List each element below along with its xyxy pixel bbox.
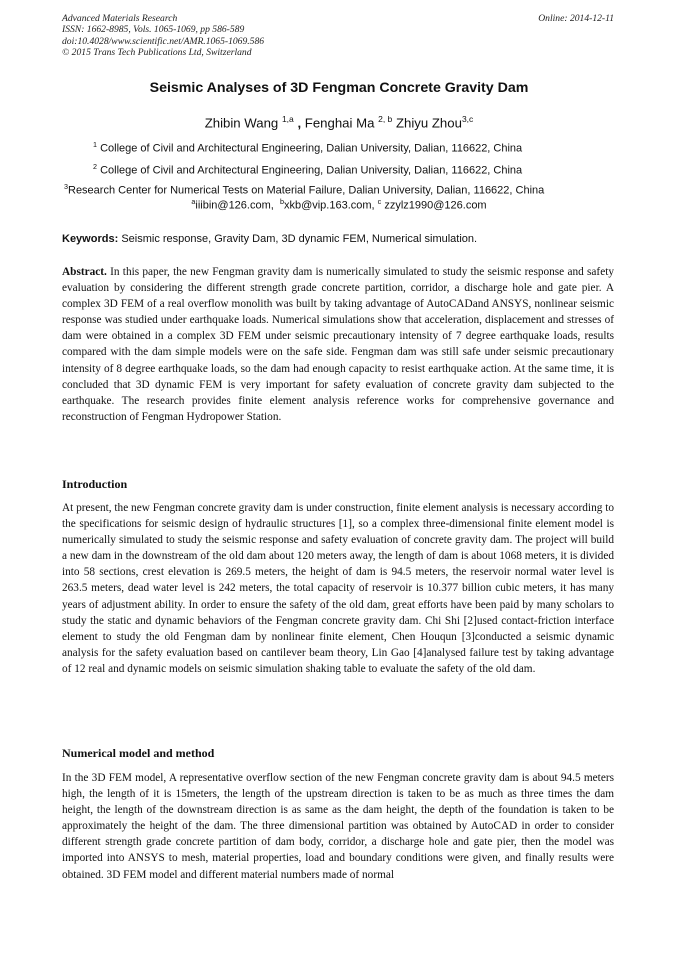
email-address[interactable]: xkb@vip.163.com,: [283, 199, 375, 212]
abstract-label: Abstract.: [62, 266, 107, 278]
page-header: [62, 13, 614, 59]
affiliation-mark: 3: [64, 182, 68, 191]
email-address[interactable]: zzylz1990@126.com: [384, 199, 487, 212]
email-mark: a: [191, 197, 196, 206]
paper-title: Seismic Analyses of 3D Fengman Concrete Gravity Dam: [149, 80, 529, 96]
issn-line: ISSN: 1662-8985, Vols. 1065-1069, pp 586-589: [62, 24, 245, 36]
affiliation-mark: 2: [93, 162, 97, 171]
introduction-text: At present, the new Fengman concrete gravity dam is under construction, finite element analysis is necessary according to the specifications for seismic design of hydraulic structures [1], so a complex three-dimensional finite element model is numerically simulated to study the seismic response and safety evaluation of concrete gravity dam. The project will build a new dam in the downstream of the old dam about 120 meters away, the length of dam is about 1068 meters, it is divided into 58 sections, crest elevation is 269.5 meters, the height of dam is 94.5 meters, the reservoir normal water level is 263.5 meters, dead water level is 242 meters, the total capacity of reservoir is 10.377 billion cubic meters, it has many years of adjustment ability. In order to ensure the safety of the old dam, great efforts have been paid by many scholars to study the static and dynamic behaviors of the Fengman concrete gravity dam. Chi Shi [2]used contact-friction interface element to study the old Fengman dam by nonlinear finite element, Chen Houqun [3]conducted a seismic dynamic analysis for the safety evaluation based on cantilever beam theory, Lin Gao [4]analysed failure test by taking advantage of 12 real and dynamic models on seismic simulation shaking table to evaluate the safety of the old dam.: [62, 502, 614, 675]
author-name: Zhiyu Zhou: [395, 115, 462, 131]
author-separator: ,: [297, 115, 302, 131]
author-list: [0, 114, 678, 130]
author-affiliation-mark: 2, b: [378, 114, 393, 124]
affiliation-1: [93, 140, 522, 155]
keywords-label: Keywords:: [62, 233, 119, 245]
keywords-text: Seismic response, Gravity Dam, 3D dynamic FEM, Numerical simulation.: [121, 233, 478, 245]
affiliation-2: [93, 162, 522, 177]
online-date: Online: 2014-12-11: [538, 13, 614, 24]
affiliation-mark: 1: [93, 140, 97, 149]
author-name: Fenghai Ma: [304, 115, 375, 131]
email-address[interactable]: iiibin@126.com,: [195, 199, 274, 212]
publication-info: [62, 13, 264, 59]
abstract-text: In this paper, the new Fengman gravity dam is numerically simulated to study the seismic response and safety evaluation by considering the different strength grade concrete partition, corridor, a discharge hole and gate pier. A complex 3D FEM of a real overflow monolith was built by taking advantage of AutoCADand ANSYS, nonlinear seismic response was studied under earthquake loads. Numerical simulations show that acceleration, displacement and stresses of dam were obtained in a complex 3D FEM under seismic precautionary intensity of 7 degree earthquake loads, results compared with the dam simple models were on the safe side. Fengman dam was still safe under seismic precautionary intensity of 8 degree earthquake loads, so the dam had enough capacity to resist earthquake action. At the same time, it is concluded that 3D dynamic FEM is very important for safety evaluation of concrete gravity dam subjected to the earthquake. The research provides finite element analysis reference works for comprehensive governance and reconstruction of Fengman Hydropower Station.: [62, 266, 614, 423]
abstract: [62, 264, 614, 425]
copyright-line: © 2015 Trans Tech Publications Ltd, Switzerland: [62, 47, 252, 59]
affiliation-text: Research Center for Numerical Tests on Material Failure, Dalian University, Dalian, 116622, China: [68, 184, 545, 197]
email-mark: c: [377, 197, 382, 206]
keywords: [62, 233, 614, 245]
affiliation-text: College of Civil and Architectural Engineering, Dalian University, Dalian, 116622, China: [100, 164, 523, 177]
numerical-model-text: In the 3D FEM model, A representative overflow section of the new Fengman concrete gravity dam is about 94.5 meters high, the length of it is 15meters, the length of the upstream direction is taken to be as much as three times the dam height, the length of the downstream direction is as same as the dam height, the depth of the foundation is taken to be approximately the height of the dam. The three dimensional partition was obtained by AutoCAD in order to consider different strength grade concrete partition of dam body, corridor, a discharge hole and gate pier, then the model was imported into ANSYS to mesh, material properties, load and boundary conditions were given, and finally results were obtained. 3D FEM model and different material numbers made of normal: [62, 772, 614, 881]
journal-name: Advanced Materials Research: [62, 13, 178, 24]
author-name: Zhibin Wang: [204, 115, 279, 131]
affiliation-text: College of Civil and Architectural Engineering, Dalian University, Dalian, 116622, China: [100, 142, 523, 155]
email-mark: b: [279, 197, 284, 206]
doi-line: doi:10.4028/www.scientific.net/AMR.1065-1069.586: [62, 35, 265, 47]
affiliation-3: [64, 182, 544, 197]
author-affiliation-mark: 3,c: [461, 114, 474, 124]
section-heading-numerical-model: Numerical model and method: [62, 746, 215, 760]
section-heading-introduction: Introduction: [62, 477, 128, 491]
author-affiliation-mark: 1,a: [281, 114, 294, 124]
email-list: [0, 197, 678, 212]
